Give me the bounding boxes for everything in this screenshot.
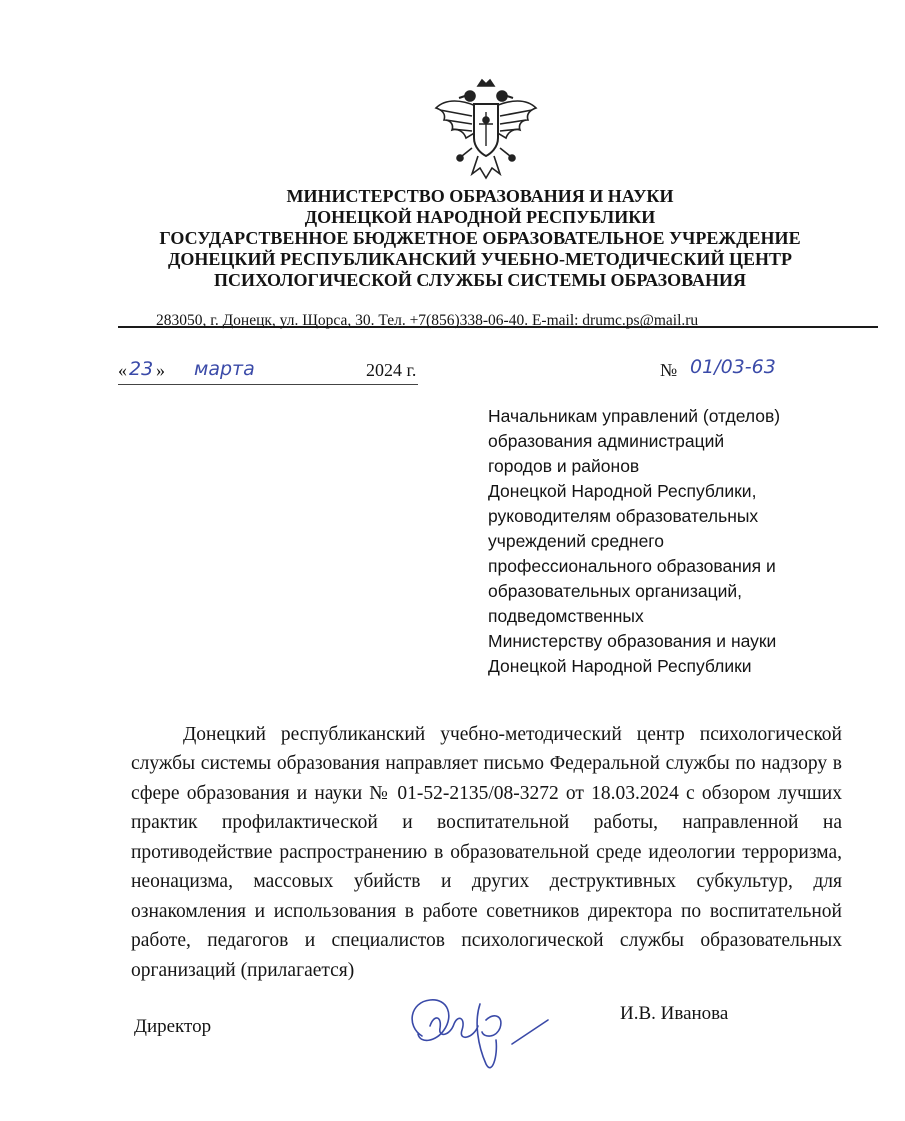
handwritten-signature-icon	[400, 986, 560, 1076]
letter-body: Донецкий республиканский учебно-методический центр психологической службы системы образования направляет письмо Федеральной службы по надзору в сфере образования и науки № 01-52-2135/08-3272 от 18.03.2024 с обзором лучших практик профилактической и воспитательной работы, направленной на противодействие распространению в образовательной среде идеологии терроризма, неонацизма, массовых убийств и других деструктивных субкультур, для ознакомления и использования в работе советников директора по воспитательной работе, педагогов и специалистов психологической службы образовательных организаций (прилагается)	[131, 723, 842, 981]
double-headed-eagle-emblem-icon	[432, 76, 540, 184]
signatory-name: И.В. Иванова	[620, 1003, 729, 1024]
addressee-line: образования администраций	[488, 431, 725, 451]
addressee-line: Донецкой Народной Республики	[488, 656, 752, 676]
date-month: марта	[194, 358, 255, 380]
addressee-line: подведомственных	[488, 606, 644, 626]
org-line: ДОНЕЦКОЙ НАРОДНОЙ РЕСПУБЛИКИ	[304, 207, 656, 227]
organization-header	[120, 186, 840, 291]
addressee-line: Начальникам управлений (отделов)	[488, 406, 781, 426]
addressee-line: Министерству образования и науки	[488, 631, 777, 651]
addressee-line: Донецкой Народной Республики,	[488, 481, 757, 501]
date-open-quote: «	[118, 360, 127, 380]
header-divider	[118, 326, 878, 328]
addressee-line: учреждений среднего	[488, 531, 665, 551]
date-year: 2024 г.	[366, 360, 417, 380]
org-line: МИНИСТЕРСТВО ОБРАЗОВАНИЯ И НАУКИ	[286, 186, 674, 206]
contact-address: 283050, г. Донецк, ул. Щорса, 30. Тел. +7(856)338-06-40. E-mail: drumc.ps@mail.ru	[156, 312, 699, 329]
date-close-quote: »	[156, 360, 165, 380]
addressee-block	[488, 404, 780, 679]
signatory-title: Директор	[134, 1016, 212, 1037]
org-line: ГОСУДАРСТВЕННОЕ БЮДЖЕТНОЕ ОБРАЗОВАТЕЛЬНОЕ УЧРЕЖДЕНИЕ	[159, 228, 801, 248]
org-line: ДОНЕЦКИЙ РЕСПУБЛИКАНСКИЙ УЧЕБНО-МЕТОДИЧЕСКИЙ ЦЕНТР	[168, 249, 792, 269]
org-line: ПСИХОЛОГИЧЕСКОЙ СЛУЖБЫ СИСТЕМЫ ОБРАЗОВАНИЯ	[213, 270, 747, 290]
date-underline	[118, 384, 418, 385]
addressee-line: профессионального образования и	[488, 556, 776, 576]
addressee-line: руководителям образовательных	[488, 506, 759, 526]
date-day: 23	[129, 358, 154, 380]
addressee-line: образовательных организаций,	[488, 581, 743, 601]
number-sign: №	[660, 360, 678, 380]
addressee-line: городов и районов	[488, 456, 640, 476]
outgoing-number: 01/03-63	[690, 356, 776, 378]
